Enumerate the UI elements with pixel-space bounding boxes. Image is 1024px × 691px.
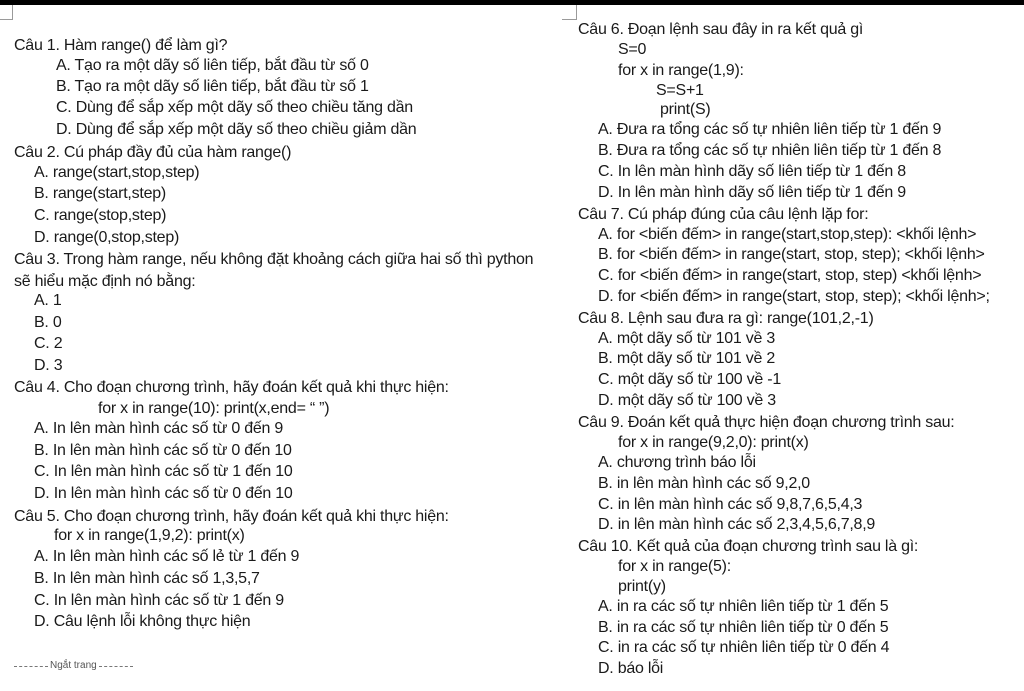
answer-option: A. chương trình báo lỗi: [598, 454, 756, 471]
answer-option: A. một dãy số từ 101 về 3: [598, 330, 775, 347]
answer-option: D. In lên màn hình các số từ 0 đến 10: [34, 485, 293, 502]
answer-option: A. range(start,stop,step): [34, 164, 200, 181]
answer-option: D. for <biến đếm> in range(start, stop, step); <khối lệnh>;: [598, 288, 990, 305]
answer-option: D. một dãy số từ 100 về 3: [598, 392, 776, 409]
code-line: S=0: [618, 41, 647, 58]
page-break-marker: [12, 659, 135, 673]
code-line: for x in range(1,9,2): print(x): [54, 527, 245, 544]
answer-option: C. In lên màn hình các số từ 1 đến 10: [34, 463, 293, 480]
question-line: Câu 5. Cho đoạn chương trình, hãy đoán kết quả khi thực hiện:: [14, 508, 449, 525]
answer-option: D. In lên màn hình dãy số liên tiếp từ 1 đến 9: [598, 184, 906, 201]
answer-option: C. for <biến đếm> in range(start, stop, step) <khối lệnh>: [598, 267, 982, 284]
answer-option: A. Tạo ra một dãy số liên tiếp, bắt đầu từ số 0: [56, 57, 369, 74]
answer-option: C. 2: [34, 335, 63, 352]
answer-option: D. Câu lệnh lỗi không thực hiện: [34, 613, 251, 630]
answer-option: D. 3: [34, 357, 63, 374]
code-line: print(S): [660, 101, 711, 118]
answer-option: B. in lên màn hình các số 9,2,0: [598, 475, 810, 492]
code-line: for x in range(9,2,0): print(x): [618, 434, 809, 451]
answer-option: D. range(0,stop,step): [34, 229, 180, 246]
page-break-label: Ngắt trang: [50, 660, 97, 671]
answer-option: B. in ra các số tự nhiên liên tiếp từ 0 đến 5: [598, 619, 889, 636]
answer-option: A. In lên màn hình các số từ 0 đến 9: [34, 420, 283, 437]
answer-option: A. 1: [34, 292, 62, 309]
page-break-dash: [99, 666, 133, 667]
answer-option: A. In lên màn hình các số lẻ từ 1 đến 9: [34, 548, 300, 565]
answer-option: B. Đưa ra tổng các số tự nhiên liên tiếp từ 1 đến 8: [598, 142, 942, 159]
question-line: Câu 1. Hàm range() để làm gì?: [14, 37, 228, 54]
answer-option: D. báo lỗi: [598, 660, 664, 677]
code-line: for x in range(10): print(x,end= “ ”): [98, 400, 330, 417]
answer-option: C. In lên màn hình các số từ 1 đến 9: [34, 592, 284, 609]
question-line: Câu 6. Đoạn lệnh sau đây in ra kết quả gì: [578, 21, 864, 38]
question-line: Câu 2. Cú pháp đầy đủ của hàm range(): [14, 144, 292, 161]
code-line: sẽ hiểu mặc định nó bằng:: [14, 273, 196, 290]
answer-option: A. in ra các số tự nhiên liên tiếp từ 1 đến 5: [598, 598, 889, 615]
answer-option: D. in lên màn hình các số 2,3,4,5,6,7,8,9: [598, 516, 876, 533]
question-line: Câu 3. Trong hàm range, nếu không đặt khoảng cách giữa hai số thì python: [14, 251, 534, 268]
answer-option: C. một dãy số từ 100 về -1: [598, 371, 781, 388]
answer-option: B. In lên màn hình các số 1,3,5,7: [34, 570, 260, 587]
answer-option: B. một dãy số từ 101 về 2: [598, 350, 775, 367]
answer-option: C. in ra các số tự nhiên liên tiếp từ 0 đến 4: [598, 639, 890, 656]
code-line: for x in range(5):: [618, 558, 731, 575]
answer-option: C. In lên màn hình dãy số liên tiếp từ 1 đến 8: [598, 163, 906, 180]
answer-option: B. Tạo ra một dãy số liên tiếp, bắt đầu từ số 1: [56, 78, 369, 95]
answer-option: B. range(start,step): [34, 185, 166, 202]
question-line: Câu 4. Cho đoạn chương trình, hãy đoán kết quả khi thực hiện:: [14, 379, 449, 396]
answer-option: B. In lên màn hình các số từ 0 đến 10: [34, 442, 292, 459]
code-line: print(y): [618, 578, 666, 595]
answer-option: A. for <biến đếm> in range(start,stop,step): <khối lệnh>: [598, 226, 977, 243]
answer-option: C. range(stop,step): [34, 207, 167, 224]
answer-option: C. Dùng để sắp xếp một dãy số theo chiều tăng dần: [56, 99, 413, 116]
answer-option: C. in lên màn hình các số 9,8,7,6,5,4,3: [598, 496, 863, 513]
question-line: Câu 8. Lệnh sau đưa ra gì: range(101,2,-1): [578, 310, 874, 327]
code-line: S=S+1: [656, 82, 704, 99]
answer-option: A. Đưa ra tổng các số tự nhiên liên tiếp từ 1 đến 9: [598, 121, 942, 138]
answer-option: D. Dùng để sắp xếp một dãy số theo chiều giảm dần: [56, 121, 417, 138]
answer-option: B. for <biến đếm> in range(start, stop, step); <khối lệnh>: [598, 246, 985, 263]
question-line: Câu 7. Cú pháp đúng của câu lệnh lặp for:: [578, 206, 869, 223]
page-break-dash: [14, 666, 48, 667]
question-line: Câu 10. Kết quả của đoạn chương trình sau là gì:: [578, 538, 919, 555]
answer-option: B. 0: [34, 314, 62, 331]
question-line: Câu 9. Đoán kết quả thực hiện đoạn chương trình sau:: [578, 414, 955, 431]
code-line: for x in range(1,9):: [618, 62, 744, 79]
